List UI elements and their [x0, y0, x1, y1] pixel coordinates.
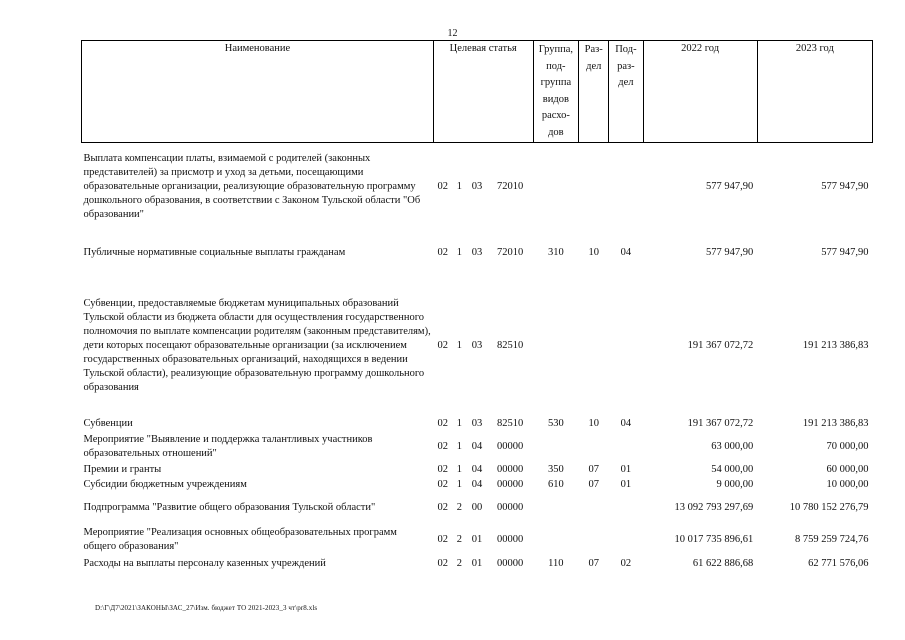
target-code-direction: 00000	[497, 463, 524, 475]
subsection-cell	[609, 492, 643, 524]
target-code-subprogram: 1	[456, 463, 462, 475]
target-code-subprogram: 1	[456, 339, 462, 351]
header-subsection: Под-раз-дел	[609, 41, 643, 143]
expense-group-cell: 610	[547, 478, 564, 490]
target-code-measure: 01	[471, 557, 483, 569]
amount-2023: 10 780 152 276,79	[789, 502, 869, 513]
target-code-measure: 04	[471, 440, 483, 452]
subsection-cell: 01	[620, 463, 632, 475]
subsection-cell: 04	[620, 417, 632, 429]
amount-2022: 577 947,90	[705, 247, 754, 258]
target-code-direction: 72010	[497, 181, 524, 192]
target-code-measure: 03	[471, 247, 483, 258]
amount-2023: 8 759 259 724,76	[795, 533, 869, 545]
target-code-measure: 03	[471, 339, 483, 351]
page-number: 12	[447, 28, 458, 39]
amount-2023: 577 947,90	[821, 247, 869, 258]
target-code-direction: 00000	[497, 440, 524, 452]
budget-table	[81, 40, 873, 572]
amount-2023: 191 213 386,83	[802, 339, 869, 351]
table-row	[82, 462, 873, 477]
row-name: Расходы на выплаты персоналу казенных учреждений	[83, 557, 326, 569]
row-name: Субсидии бюджетным учреждениям	[83, 478, 247, 490]
section-cell	[579, 143, 609, 232]
expense-group-cell	[533, 431, 579, 462]
section-cell: 07	[588, 463, 599, 475]
target-code-program: 02	[437, 339, 448, 351]
amount-2022: 10 017 735 896,61	[674, 533, 754, 545]
target-code-subprogram: 1	[456, 181, 462, 192]
expense-group-cell: 530	[547, 417, 564, 429]
target-code-program: 02	[437, 247, 448, 258]
row-name: Мероприятие "Реализация основных общеобразовательных программ общего образования"	[83, 526, 397, 552]
header-expense-group: Группа, под-группа видов расхо-дов	[533, 41, 579, 143]
table-row	[82, 524, 873, 555]
table-row	[82, 275, 873, 416]
row-name: Публичные нормативные социальные выплаты гражданам	[83, 247, 346, 258]
row-name: Подпрограмма "Развитие общего образования Тульской области"	[83, 502, 376, 513]
target-code-subprogram: 2	[456, 533, 462, 545]
expense-group-cell	[533, 275, 579, 416]
subsection-cell: 01	[620, 478, 632, 490]
table-row	[82, 477, 873, 492]
target-code-measure: 03	[471, 417, 483, 429]
expense-group-cell: 310	[547, 247, 564, 258]
table-row	[82, 431, 873, 462]
table-row	[82, 231, 873, 275]
header-year-2023: 2023 год	[757, 41, 872, 143]
subsection-cell: 02	[620, 557, 632, 569]
row-name: Выплата компенсации платы, взимаемой с родителей (законных представителей) за присмотр и уход за детьми, посещающими образовательные организации, реализующие образовательную программу дошкольного образования, в соответствии с Законом Тульской области "Об образовании"	[83, 153, 421, 220]
subsection-cell	[609, 524, 643, 555]
target-code-subprogram: 1	[456, 478, 462, 490]
table-row	[82, 416, 873, 431]
header-target-article: Целевая статья	[433, 41, 533, 143]
row-name: Субвенции	[83, 417, 133, 429]
section-cell: 07	[588, 557, 599, 569]
target-code-direction: 00000	[497, 502, 524, 513]
target-code-measure: 04	[471, 478, 483, 490]
target-code-subprogram: 1	[456, 247, 462, 258]
section-cell	[579, 524, 609, 555]
subsection-cell	[609, 431, 643, 462]
amount-2022: 191 367 072,72	[687, 339, 754, 351]
section-cell: 10	[588, 417, 599, 429]
table-row	[82, 143, 873, 232]
target-code-program: 02	[437, 440, 448, 452]
target-code-program: 02	[437, 557, 448, 569]
file-path-footer: D:\Г\Д7\2021\ЗАКОНЫ\ЗАС_27\Изм. бюджет ТО 2021-2023_3 чт\pr8.xls	[95, 604, 318, 612]
table-header-row	[82, 41, 873, 143]
amount-2022: 63 000,00	[711, 440, 754, 452]
amount-2023: 577 947,90	[821, 181, 869, 192]
expense-group-cell	[533, 524, 579, 555]
target-code-program: 02	[437, 502, 448, 513]
expense-group-cell	[533, 143, 579, 232]
expense-group-cell: 110	[548, 557, 564, 569]
target-code-subprogram: 2	[456, 502, 462, 513]
table-row	[82, 492, 873, 524]
target-code-program: 02	[437, 478, 448, 490]
target-code-direction: 82510	[497, 339, 524, 351]
expense-group-cell: 350	[547, 463, 564, 475]
amount-2022: 54 000,00	[711, 463, 754, 475]
header-name: Наименование	[82, 41, 434, 143]
target-code-program: 02	[437, 181, 448, 192]
target-code-measure: 00	[471, 502, 483, 513]
header-section: Раз-дел	[579, 41, 609, 143]
target-code-subprogram: 1	[456, 417, 462, 429]
subsection-cell: 04	[620, 247, 632, 258]
section-cell: 07	[588, 478, 599, 490]
target-code-subprogram: 2	[456, 557, 462, 569]
amount-2022: 191 367 072,72	[687, 417, 754, 429]
subsection-cell	[609, 275, 643, 416]
target-code-program: 02	[437, 463, 448, 475]
table-row	[82, 555, 873, 572]
subsection-cell	[609, 143, 643, 232]
header-year-2022: 2022 год	[643, 41, 757, 143]
section-cell	[579, 275, 609, 416]
amount-2023: 62 771 576,06	[808, 557, 869, 569]
target-code-program: 02	[437, 417, 448, 429]
amount-2023: 70 000,00	[826, 440, 869, 452]
row-name: Премии и гранты	[83, 463, 162, 475]
section-cell	[579, 492, 609, 524]
amount-2023: 191 213 386,83	[802, 417, 869, 429]
expense-group-cell	[533, 492, 579, 524]
target-code-subprogram: 1	[456, 440, 462, 452]
amount-2023: 10 000,00	[826, 478, 869, 490]
target-code-program: 02	[437, 533, 448, 545]
row-name: Субвенции, предоставляемые бюджетам муниципальных образований Тульской области из бюджета области для осуществления государственного полномочия по выплате компенсации родителям (законным представителям), дети которых посещают образовательные организации (за исключением государственных образовательных организаций, находящихся в ведении Тульской области), реализующие образовательную программу дошкольного образования	[83, 297, 431, 393]
target-code-measure: 04	[471, 463, 483, 475]
amount-2023: 60 000,00	[826, 463, 869, 475]
row-name: Мероприятие "Выявление и поддержка талантливых участников образовательных отношений"	[83, 433, 373, 459]
amount-2022: 61 622 886,68	[692, 557, 754, 569]
target-code-direction: 82510	[497, 417, 524, 429]
target-code-direction: 00000	[497, 533, 524, 545]
target-code-direction: 72010	[497, 247, 524, 258]
amount-2022: 9 000,00	[716, 478, 754, 490]
target-code-direction: 00000	[497, 478, 524, 490]
target-code-direction: 00000	[497, 557, 524, 569]
amount-2022: 13 092 793 297,69	[674, 502, 754, 513]
section-cell: 10	[588, 247, 599, 258]
amount-2022: 577 947,90	[705, 181, 754, 192]
target-code-measure: 01	[471, 533, 483, 545]
target-code-measure: 03	[471, 181, 483, 192]
section-cell	[579, 431, 609, 462]
